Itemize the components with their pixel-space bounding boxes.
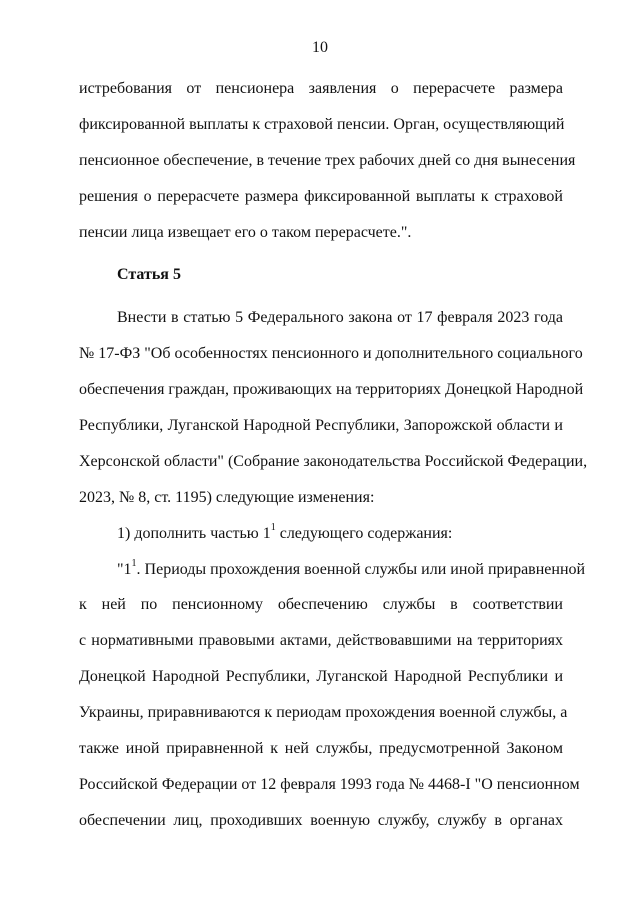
page-number: 10 — [312, 39, 328, 56]
paragraph-continuation — [79, 79, 576, 258]
document-body — [79, 79, 588, 847]
superscript: 1 — [270, 522, 276, 534]
item-1-text: 1) дополнить частью 1 — [117, 524, 271, 542]
text-line: пенсии лица извещает его о таком перерасчете.". — [79, 223, 412, 241]
item-1-line — [79, 524, 563, 560]
text-line: обеспечения граждан, проживающих на территориях Донецкой Народной — [79, 381, 584, 399]
text-line: Херсонской области" (Собрание законодательства Российской Федерации, — [79, 452, 588, 470]
text-line: Внести в статью 5 Федерального закона от 17 февраля 2023 года — [117, 309, 563, 327]
text-line: с нормативными правовыми актами, действовавшими на территориях — [79, 632, 563, 650]
spacer — [79, 258, 563, 265]
text-line: также иной приравненной к ней службы, предусмотренной Законом — [79, 740, 563, 758]
text-line: истребования от пенсионера заявления о перерасчете размера — [79, 80, 563, 97]
text-line: 2023, № 8, ст. 1195) следующие изменения: — [79, 488, 375, 506]
spacer — [79, 301, 563, 308]
quote-text: "1 — [117, 560, 132, 578]
quote-first-line — [79, 558, 586, 596]
text-line: пенсионное обеспечение, в течение трех рабочих дней со дня вынесения — [79, 151, 576, 169]
paragraph-quote — [79, 558, 586, 847]
quote-text-after: . Периоды прохождения военной службы или иной приравненной — [136, 560, 586, 578]
text-line: к ней по пенсионному обеспечению службы в соответствии — [79, 596, 563, 614]
text-line: фиксированной выплаты к страховой пенсии. Орган, осуществляющий — [79, 115, 565, 133]
item-1-text-after: следующего содержания: — [275, 524, 453, 542]
text-line: Российской Федерации от 12 февраля 1993 года № 4468-I "О пенсионном — [79, 775, 580, 793]
article-heading: Статья 5 — [117, 266, 181, 284]
text-line: Республики, Луганской Народной Республики, Запорожской области и — [79, 417, 563, 435]
text-line: обеспечении лиц, проходивших военную службу, службу в органах — [79, 811, 563, 829]
paragraph-article — [79, 308, 588, 523]
text-line: Украины, приравниваются к периодам прохождения военной службы, а — [79, 704, 568, 722]
text-line: решения о перерасчете размера фиксированной выплаты к страховой — [79, 187, 563, 205]
superscript: 1 — [131, 558, 137, 570]
text-line: № 17-ФЗ "Об особенностях пенсионного и дополнительного социального — [79, 345, 583, 363]
text-line: Донецкой Народной Республики, Луганской Народной Республики и — [79, 668, 563, 686]
